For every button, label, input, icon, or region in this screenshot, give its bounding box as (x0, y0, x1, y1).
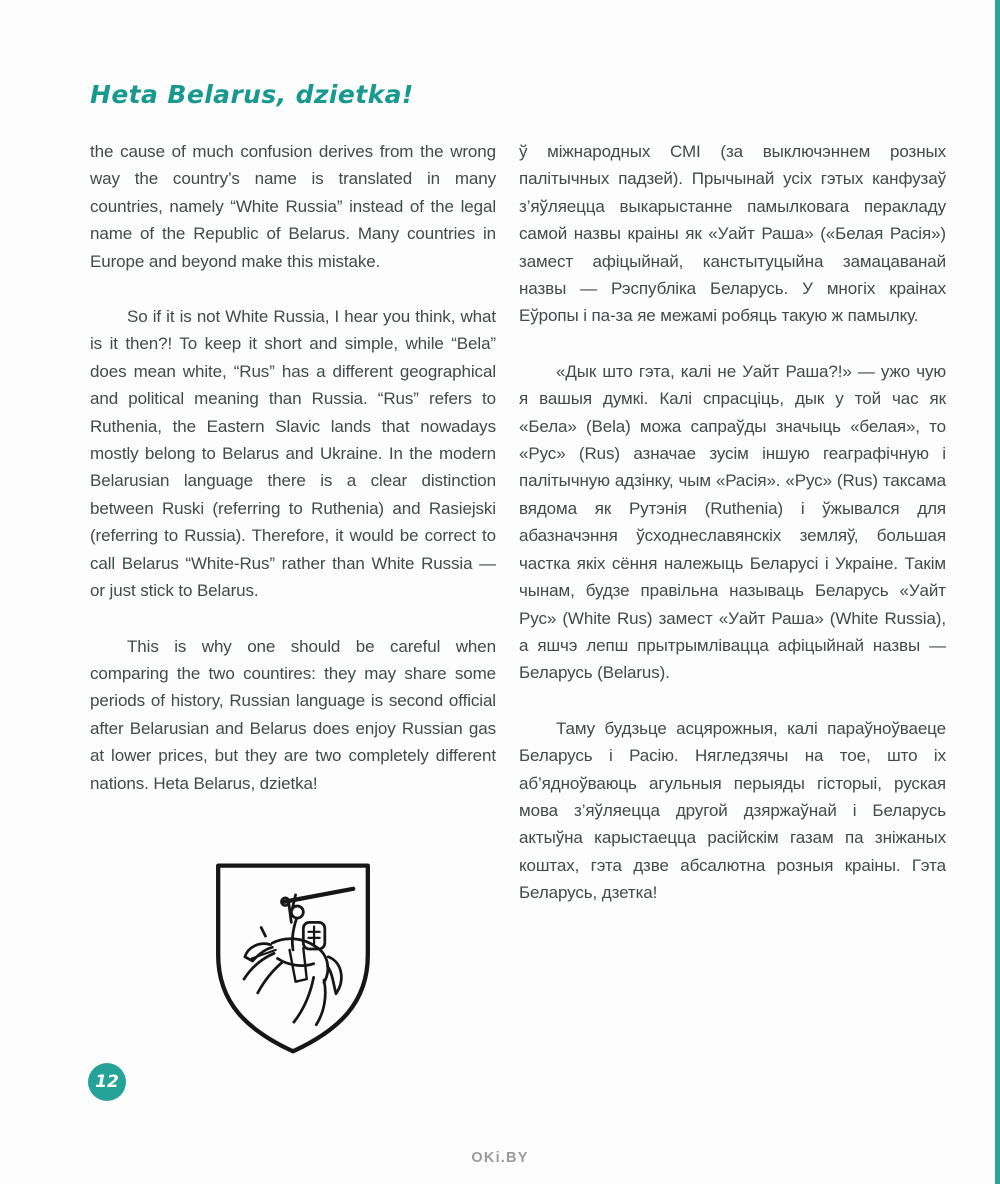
paragraph-en-3: This is why one should be careful when comparing the two countires: they may share some periods of history, Russian language is second official after Belarusian and Belarus does enjoy Russian gas at lower prices, but they are two completely different nations. Heta Belarus, dzietka! (90, 636, 496, 793)
paragraph-by-1: ў міжнародных СМІ (за выключэннем розных палітычных падзей). Прычынай усіх гэтых канфузаў з’яўляецца выкарыстанне памылковага перакладу самой назвы краіны як «Уайт Раша» («Белая Расія») замест афіцыйнай, канстытуцыйна замацаванай назвы — Рэспубліка Беларусь. У многіх краінах Еўропы і па-за яе межамі робяць такую ж памылку. (519, 142, 946, 326)
paragraph-en-1: the cause of much confusion derives from the wrong way the country’s name is translated in many countries, namely “White Russia” instead of the legal name of the Republic of Belarus. Many countries in Europe and beyond make this mistake. (90, 142, 496, 271)
pahonia-emblem (207, 857, 379, 1059)
two-column-text (90, 138, 946, 1059)
english-column (90, 138, 496, 1059)
page-title: Heta Belarus, dzietka! (90, 80, 414, 109)
page-number-badge: 12 (88, 1063, 126, 1101)
watermark: OKi.BY (471, 1150, 529, 1166)
belarusian-column (519, 138, 946, 1059)
paragraph-en-2: So if it is not White Russia, I hear you think, what is it then?! To keep it short and simple, while “Bela” does mean white, “Rus” has a different geographical and political meaning than Russia. “Rus” refers to Ruthenia, the Eastern Slavic lands that nowadays mostly belong to Belarus and Ukraine. In the modern Belarusian language there is a clear distinction between Ruski (referring to Ruthenia) and Rasiejski (referring to Russia). Therefore, it would be correct to call Belarus “White-Rus” rather than White Russia — or just stick to Belarus. (90, 307, 496, 601)
paragraph-by-2: «Дык што гэта, калі не Уайт Раша?!» — ужо чую я вашыя думкі. Калі спрасціць, дык у той час як «Бела» (Bela) можа сапраўды значыць «белая», то «Рус» (Rus) азначае зусім іншую геаграфічную і палітычную адзінку, чым «Расія». «Рус» (Rus) таксама вядома як Рутэнія (Ruthenia) і ўжывался для абазначэння ўсходнеславянскіх земляў, большая частка якіх сёння належыць Беларусі і Украіне. Такім чынам, будзе правільна называць Беларусь «Уайт Рус» (White Rus) замест «Уайт Раша» (White Russia), а яшчэ лепш прытрымлівацца афіцыйнай назвы — Беларусь (Belarus). (519, 361, 946, 683)
page-edge-accent (995, 0, 1000, 1184)
paragraph-by-3: Таму будзьце асцярожныя, калі параўноўваеце Беларусь і Расію. Нягледзячы на тое, што іх аб’ядноўваюць агульныя перыяды гісторыі, руская мова з’яўляецца другой дзяржаўнай і Беларусь актыўна карыстаецца расійскім газам па зніжаных коштах, гэта дзве абсалютна розныя краіны. Гэта Беларусь, дзетка! (519, 718, 946, 903)
pahonia-knight-icon (207, 857, 379, 1059)
